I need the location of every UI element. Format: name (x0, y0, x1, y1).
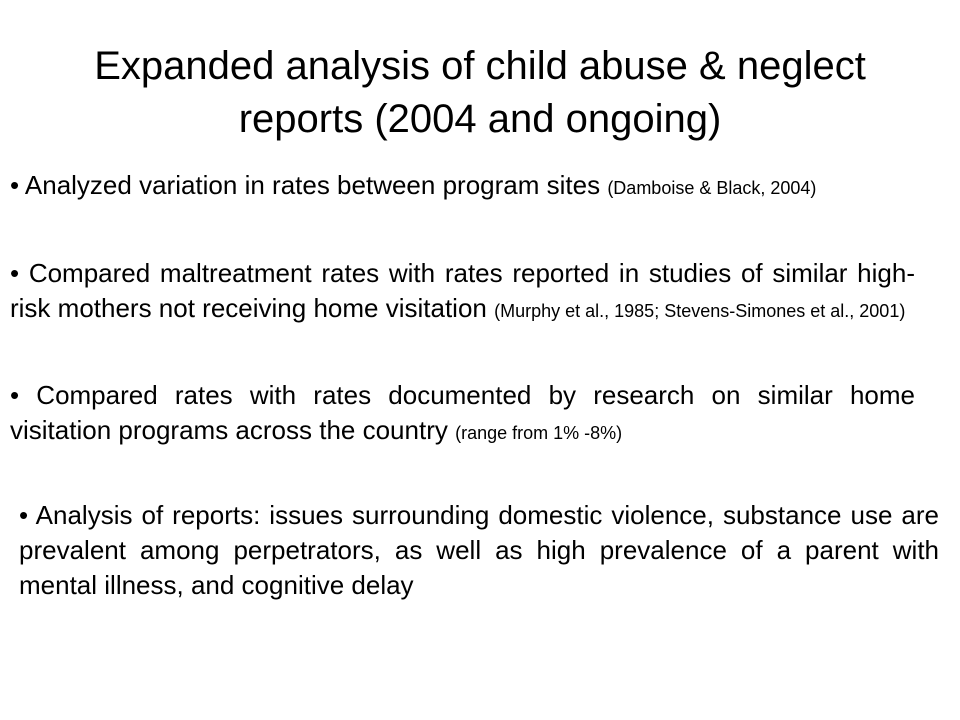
bullet-citation: (Murphy et al., 1985; Stevens-Simones et al., 2001) (494, 301, 906, 321)
bullet-text: • Analyzed variation in rates between program sites (10, 170, 601, 200)
bullet-text: • Compared rates with rates documented by research on similar home visitation programs across the country (10, 380, 915, 445)
bullet-text: • Compared maltreatment rates with rates reported in studies of similar high-risk mothers not receiving home visitation (10, 258, 915, 323)
bullet-program-comparison (10, 378, 915, 451)
bullet-site-variation (10, 168, 915, 206)
slide-title: Expanded analysis of child abuse & neglect reports (2004 and ongoing) (94, 44, 866, 141)
bullet-text: • Analysis of reports: issues surrounding domestic violence, substance use are prevalent among perpetrators, as well as high prevalence of a parent with mental illness, and cognitive delay (19, 500, 939, 600)
bullet-maltreatment-comparison (10, 256, 915, 329)
bullet-citation: (range from 1% -8%) (455, 423, 623, 443)
bullet-citation: (Damboise & Black, 2004) (607, 178, 817, 198)
bullet-report-analysis (19, 498, 939, 603)
